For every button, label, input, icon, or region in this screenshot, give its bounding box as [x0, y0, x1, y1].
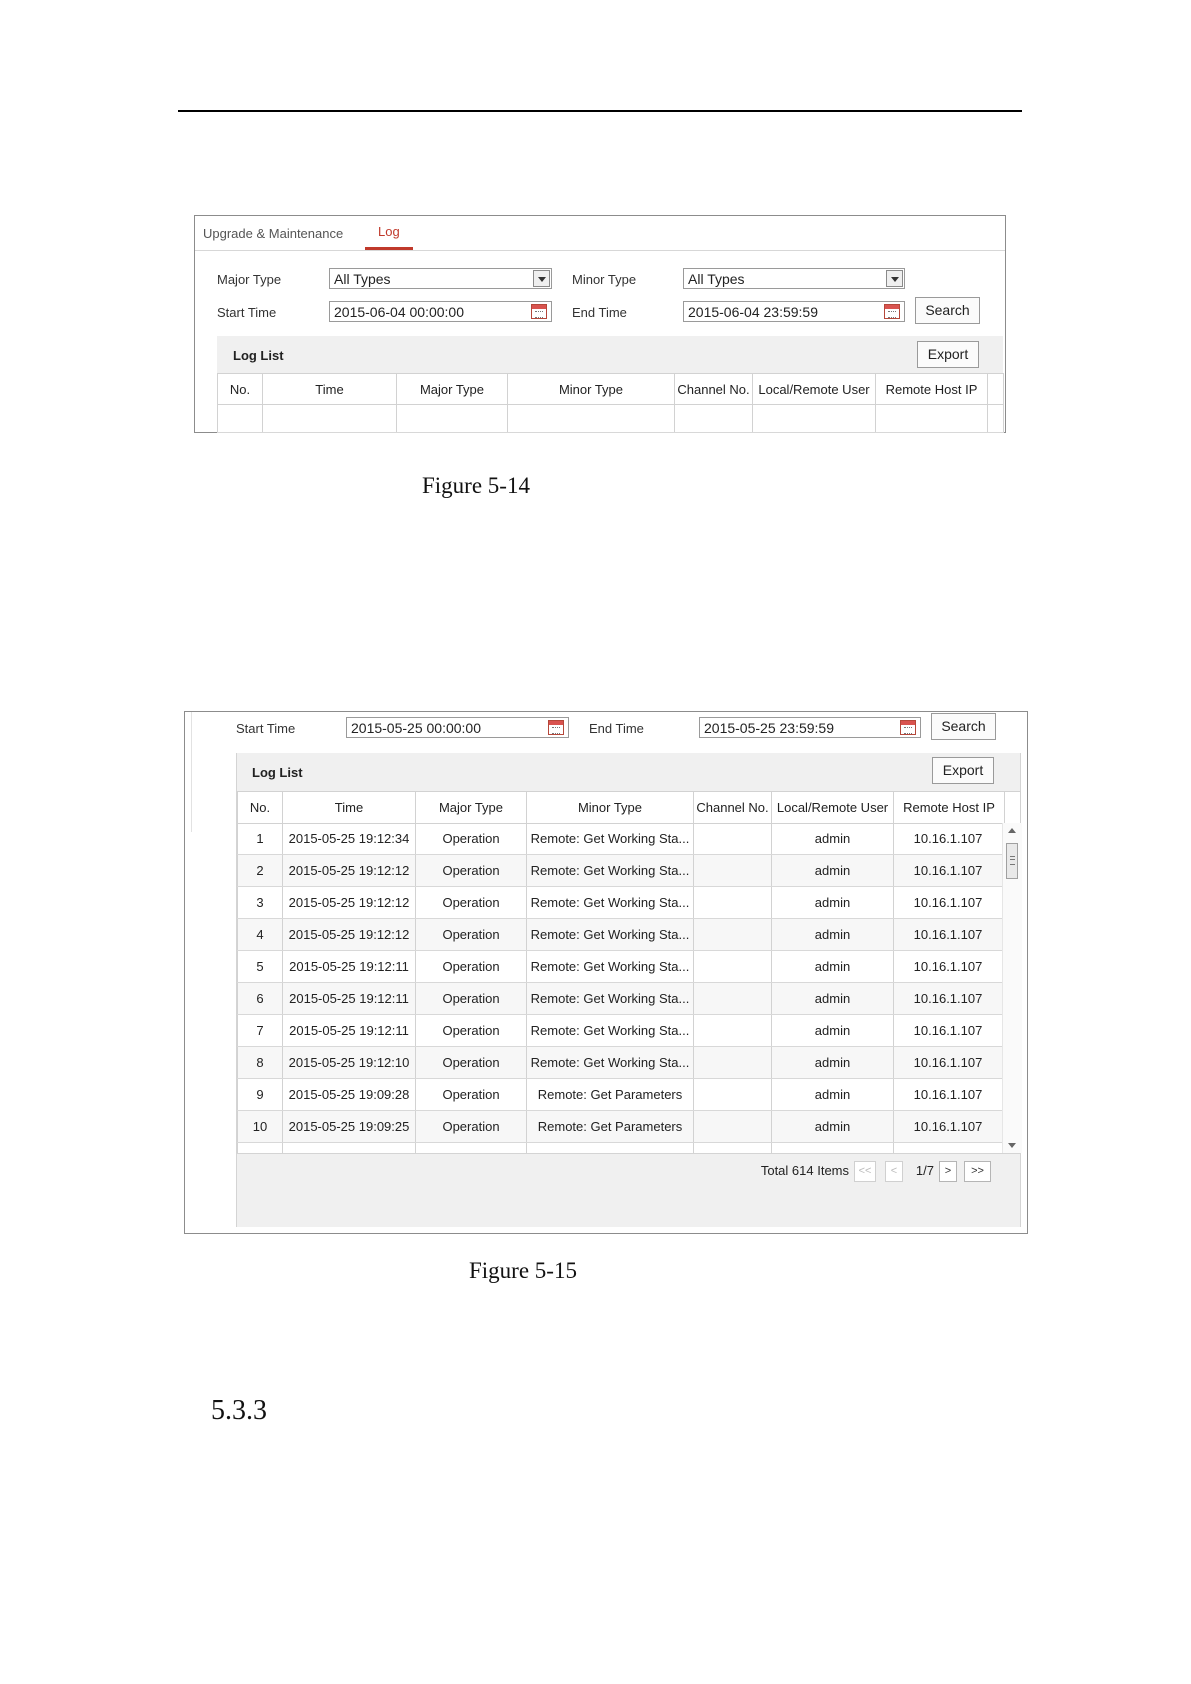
cell-no: 1 [238, 823, 283, 855]
cell-no: 10 [238, 1111, 283, 1143]
tab-bar [195, 216, 1005, 251]
calendar-icon[interactable] [531, 304, 547, 319]
cell-user: admin [772, 887, 894, 919]
col-spacer [988, 374, 1004, 405]
cell-major-type: Operation [416, 855, 527, 887]
cell-minor-type: Remote: Get Working Sta... [527, 1015, 694, 1047]
tab-upgrade-maintenance[interactable]: Upgrade & Maintenance [203, 226, 344, 241]
log-list-bar [237, 753, 1020, 791]
cell-time: 2015-05-25 19:12:12 [283, 919, 416, 951]
cell-minor-type: Remote: Get Working Sta... [527, 855, 694, 887]
end-time-label: End Time [589, 721, 644, 736]
cell-remote-ip: 10.16.1.107 [894, 983, 1003, 1015]
cell-minor-type: Remote: Get Parameters [527, 1111, 694, 1143]
cell-user: admin [772, 823, 894, 855]
log-table-header [237, 791, 1021, 824]
log-list-title: Log List [233, 348, 284, 363]
log-rows-viewport[interactable] [237, 823, 1002, 1153]
cell-time: 2015-05-25 19:12:10 [283, 1047, 416, 1079]
figure-5-14-log-search-panel [194, 215, 1006, 433]
cell-remote-ip: 10.16.1.107 [894, 1111, 1003, 1143]
col-minor-type[interactable]: Minor Type [527, 792, 694, 824]
cell-remote-ip: 10.16.1.107 [894, 823, 1003, 855]
cell-user: admin [772, 1015, 894, 1047]
cell-user: admin [772, 1047, 894, 1079]
cell-minor-type: Remote: Get Working Sta... [527, 951, 694, 983]
cell-minor-type: Remote: Get Working Sta... [527, 887, 694, 919]
calendar-icon[interactable] [884, 304, 900, 319]
cell-user: admin [772, 919, 894, 951]
cell-major-type: Operation [416, 1111, 527, 1143]
cell-no: 6 [238, 983, 283, 1015]
col-major-type[interactable]: Major Type [416, 792, 527, 824]
table-row[interactable] [238, 919, 1003, 951]
cell-major-type: Operation [416, 951, 527, 983]
cell-time: 2015-05-25 19:12:34 [283, 823, 416, 855]
export-button[interactable]: Export [932, 757, 994, 784]
col-no[interactable]: No. [218, 374, 263, 405]
last-page-button[interactable]: >> [964, 1161, 991, 1182]
table-row[interactable] [238, 951, 1003, 983]
table-row[interactable] [238, 1047, 1003, 1079]
cell-channel-no [694, 1079, 772, 1111]
section-number: 5.3.3 [211, 1395, 267, 1426]
col-minor-type[interactable]: Minor Type [508, 374, 675, 405]
table-row[interactable] [238, 983, 1003, 1015]
start-time-value: 2015-05-25 00:00:00 [351, 720, 481, 736]
cell-channel-no [694, 951, 772, 983]
cell-no: 4 [238, 919, 283, 951]
tab-log[interactable]: Log [378, 224, 400, 239]
cell-channel-no [694, 1111, 772, 1143]
col-channel-no[interactable]: Channel No. [675, 374, 753, 405]
vertical-scrollbar[interactable] [1002, 823, 1022, 1153]
start-time-input[interactable] [329, 301, 552, 322]
cell-user: admin [772, 1079, 894, 1111]
search-button[interactable]: Search [931, 713, 996, 740]
scroll-up-arrow-icon[interactable] [1008, 828, 1016, 833]
cell-time: 2015-05-25 19:12:12 [283, 855, 416, 887]
table-row[interactable] [238, 1111, 1003, 1143]
end-time-value: 2015-05-25 23:59:59 [704, 720, 834, 736]
cell-time: 2015-05-25 19:12:11 [283, 951, 416, 983]
cell-no: 3 [238, 887, 283, 919]
scroll-down-arrow-icon[interactable] [1008, 1143, 1016, 1148]
cell-major-type: Operation [416, 1079, 527, 1111]
prev-page-button[interactable]: < [885, 1161, 903, 1182]
panel-left-edge [185, 712, 192, 832]
scrollbar-thumb[interactable] [1006, 843, 1018, 879]
export-button[interactable]: Export [917, 341, 979, 368]
cell-user: admin [772, 1111, 894, 1143]
cell-channel-no [694, 1015, 772, 1047]
log-list-title: Log List [252, 765, 303, 780]
chevron-down-icon[interactable] [886, 270, 903, 287]
header-rule [178, 110, 1022, 112]
cell-channel-no [694, 887, 772, 919]
figure-caption-5-15: Figure 5-15 [469, 1258, 577, 1283]
cell-time: 2015-05-25 19:12:11 [283, 983, 416, 1015]
log-table-header [217, 373, 1004, 433]
col-spacer [1005, 792, 1021, 824]
search-button[interactable]: Search [915, 297, 980, 324]
col-remote-host-ip[interactable]: Remote Host IP [876, 374, 988, 405]
cell-channel-no [694, 855, 772, 887]
cell-minor-type: Remote: Get Working Sta... [527, 919, 694, 951]
cell-channel-no [694, 823, 772, 855]
log-list-panel [236, 753, 1021, 1227]
minor-type-label: Minor Type [572, 272, 637, 287]
minor-type-value: All Types [688, 271, 745, 287]
major-type-value: All Types [334, 271, 391, 287]
cell-major-type: Operation [416, 887, 527, 919]
cell-major-type: Operation [416, 983, 527, 1015]
end-time-input[interactable] [699, 717, 921, 738]
cell-channel-no [694, 983, 772, 1015]
cell-no: 5 [238, 951, 283, 983]
table-row[interactable] [238, 1079, 1003, 1111]
cell-remote-ip: 10.16.1.107 [894, 887, 1003, 919]
log-list-bar [217, 336, 1003, 373]
start-time-input[interactable] [346, 717, 569, 738]
cell-minor-type: Remote: Get Working Sta... [527, 823, 694, 855]
col-local-remote-user[interactable]: Local/Remote User [753, 374, 876, 405]
cell-no: 8 [238, 1047, 283, 1079]
cell-time: 2015-05-25 19:09:25 [283, 1111, 416, 1143]
table-row[interactable] [238, 887, 1003, 919]
figure-caption-5-14: Figure 5-14 [422, 473, 530, 498]
log-table-body [237, 823, 1003, 1207]
calendar-icon[interactable] [900, 720, 916, 735]
table-row[interactable] [238, 823, 1003, 855]
cell-minor-type: Remote: Get Working Sta... [527, 983, 694, 1015]
col-time[interactable]: Time [283, 792, 416, 824]
cell-remote-ip: 10.16.1.107 [894, 855, 1003, 887]
first-page-button[interactable]: << [854, 1161, 876, 1182]
col-local-remote-user[interactable]: Local/Remote User [772, 792, 894, 824]
major-type-label: Major Type [217, 272, 282, 287]
col-no[interactable]: No. [238, 792, 283, 824]
cell-channel-no [694, 919, 772, 951]
cell-no: 7 [238, 1015, 283, 1047]
calendar-icon[interactable] [548, 720, 564, 735]
cell-user: admin [772, 983, 894, 1015]
end-time-value: 2015-06-04 23:59:59 [688, 304, 818, 320]
cell-minor-type: Remote: Get Parameters [527, 1079, 694, 1111]
cell-major-type: Operation [416, 823, 527, 855]
empty-row [218, 405, 1004, 433]
col-remote-host-ip[interactable]: Remote Host IP [894, 792, 1005, 824]
cell-major-type: Operation [416, 919, 527, 951]
cell-remote-ip: 10.16.1.107 [894, 1079, 1003, 1111]
cell-major-type: Operation [416, 1015, 527, 1047]
cell-no: 9 [238, 1079, 283, 1111]
cell-time: 2015-05-25 19:12:12 [283, 887, 416, 919]
minor-type-select[interactable] [683, 268, 905, 289]
cell-channel-no [694, 1047, 772, 1079]
active-tab-indicator [365, 247, 413, 250]
table-row[interactable] [238, 1015, 1003, 1047]
cell-time: 2015-05-25 19:09:28 [283, 1079, 416, 1111]
cell-remote-ip: 10.16.1.107 [894, 951, 1003, 983]
cell-user: admin [772, 855, 894, 887]
figure-5-15-log-results-panel [184, 711, 1028, 1234]
end-time-input[interactable] [683, 301, 905, 322]
cell-user: admin [772, 951, 894, 983]
pagination-bar [237, 1153, 1020, 1227]
end-time-label: End Time [572, 305, 627, 320]
cell-remote-ip: 10.16.1.107 [894, 919, 1003, 951]
start-time-label: Start Time [217, 305, 277, 320]
table-row[interactable] [238, 855, 1003, 887]
cell-minor-type: Remote: Get Working Sta... [527, 1047, 694, 1079]
chevron-down-icon[interactable] [533, 270, 550, 287]
cell-time: 2015-05-25 19:12:11 [283, 1015, 416, 1047]
cell-no: 2 [238, 855, 283, 887]
start-time-value: 2015-06-04 00:00:00 [334, 304, 464, 320]
major-type-select[interactable] [329, 268, 552, 289]
col-channel-no[interactable]: Channel No. [694, 792, 772, 824]
total-items: Total 614 Items [760, 1163, 849, 1178]
cell-major-type: Operation [416, 1047, 527, 1079]
page-indicator: 1/7 [915, 1163, 934, 1178]
next-page-button[interactable]: > [939, 1161, 957, 1182]
cell-remote-ip: 10.16.1.107 [894, 1015, 1003, 1047]
col-major-type[interactable]: Major Type [397, 374, 508, 405]
start-time-label: Start Time [236, 721, 296, 736]
cell-remote-ip: 10.16.1.107 [894, 1047, 1003, 1079]
col-time[interactable]: Time [263, 374, 397, 405]
